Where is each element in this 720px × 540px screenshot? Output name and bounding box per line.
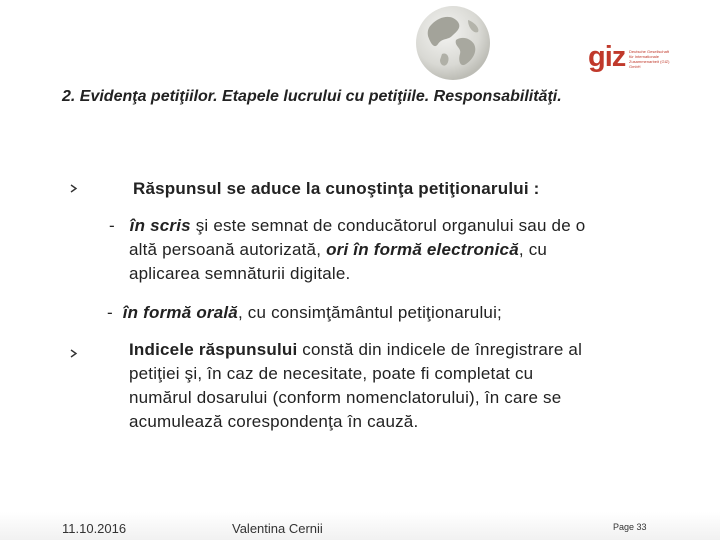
- electronic-form-text: ori în formă electronică: [326, 240, 519, 259]
- footer-author: Valentina Cernii: [232, 521, 323, 536]
- oral-form-rest: , cu consimţământul petiţionarului;: [237, 303, 502, 322]
- giz-logo-word: giz: [588, 41, 626, 73]
- dash-marker: -: [107, 303, 113, 322]
- page-number: Page 33: [613, 522, 647, 532]
- dash-marker: -: [109, 216, 115, 235]
- section2-paragraph: Indicele răspunsului constă din indicele de înregistrare al petiţiei şi, în caz de necesitate, poate fi completat cu numărul dosarului (conform nomenclatorului), în care se acumulează corespondenţa în cauză.: [129, 340, 583, 431]
- page-title: 2. Evidenţa petiţiilor. Etapele lucrului cu petiţiile. Responsabilităţi.: [62, 88, 562, 105]
- giz-logo: [588, 41, 678, 76]
- arrow-bullet-icon: [70, 184, 80, 194]
- giz-logo-subtext: Deutsche Gesellschaft für Internationale Zusammenarbeit (GIZ) GmbH: [629, 49, 670, 69]
- dash1-line2-end: , cu: [518, 240, 548, 259]
- written-form-rest: şi este semnat de conducătorul organului sau de o: [190, 216, 586, 235]
- oral-form-text: în formă orală: [122, 303, 238, 322]
- response-index-term: Indicele răspunsului: [129, 340, 298, 359]
- dash-item-written: [109, 214, 709, 286]
- dash1-line2: altă persoană autorizată,: [129, 240, 327, 259]
- dash-item-oral: [107, 301, 707, 325]
- globe-image: [412, 2, 494, 84]
- dash1-line3: aplicarea semnăturii digitale.: [129, 264, 351, 283]
- arrow-bullet-icon: [70, 349, 80, 359]
- section1-heading: Răspunsul se aduce la cunoştinţa petiţionarului :: [133, 179, 540, 198]
- footer-date: 11.10.2016: [62, 521, 127, 536]
- written-form-text: în scris: [129, 216, 191, 235]
